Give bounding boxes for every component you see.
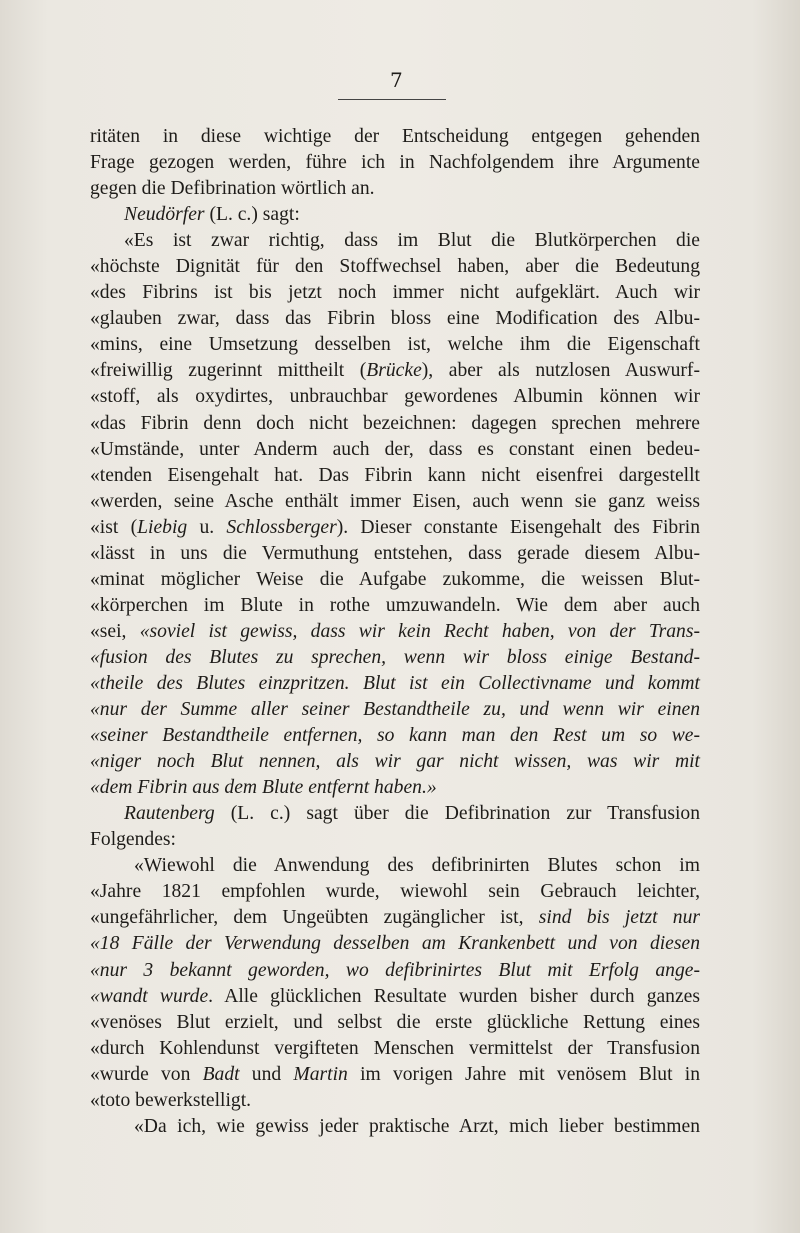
- text-segment: «ist (: [90, 516, 138, 538]
- italic-text: «theile des Blutes einzpritzen. Blut ist ein Collectivname und kommt: [90, 672, 700, 694]
- text-line: [90, 905, 700, 931]
- text-line: [90, 254, 700, 280]
- italic-text: «soviel ist gewiss, dass wir kein Recht haben, von der Trans-: [139, 620, 701, 642]
- text-segment: «glauben zwar, dass das Fibrin bloss eine Modification des Albu-: [90, 308, 700, 330]
- italic-text: «nur der Summe aller seiner Bestandtheile zu, und wenn wir einen: [90, 699, 700, 721]
- text-segment: im vorigen Jahre mit venösem Blut in: [347, 1063, 700, 1085]
- italic-text: «nur 3 bekannt geworden, wo defibrinirtes Blut mit Erfolg ange-: [90, 959, 700, 981]
- text-segment: «werden, seine Asche enthält immer Eisen, auch wenn sie ganz weiss: [90, 490, 700, 512]
- text-line: [90, 280, 700, 306]
- text-segment: «des Fibrins ist bis jetzt noch immer nicht aufgeklärt. Auch wir: [90, 282, 700, 304]
- text-line: [90, 593, 700, 619]
- text-line: [90, 931, 700, 957]
- text-segment: «lässt in uns die Vermuthung entstehen, dass gerade diesem Albu-: [90, 542, 700, 564]
- text-line: [90, 984, 700, 1010]
- text-segment: «toto bewerkstelligt.: [90, 1089, 252, 1111]
- text-line: [90, 384, 700, 410]
- text-line: [90, 645, 700, 671]
- text-line: [90, 150, 700, 176]
- text-segment: «tenden Eisengehalt hat. Das Fibrin kann nicht eisenfrei dargestellt: [90, 464, 700, 486]
- text-line: [90, 332, 700, 358]
- text-segment: «wurde von: [90, 1063, 203, 1085]
- text-line: [90, 958, 700, 984]
- italic-text: «seiner Bestandtheile entfernen, so kann man den Rest um so we-: [90, 725, 700, 747]
- text-line: [90, 697, 700, 723]
- text-line: [90, 853, 700, 879]
- text-segment: «höchste Dignität für den Stoffwechsel haben, aber die Bedeutung: [90, 256, 700, 278]
- italic-text: «wandt wurde: [90, 985, 209, 1007]
- italic-text: «dem Fibrin aus dem Blute entfernt haben.»: [90, 777, 437, 799]
- text-segment: (L. c.) sagt über die Defibrination zur Transfusion: [214, 803, 700, 825]
- text-segment: ritäten in diese wichtige der Entscheidung entgegen gehenden: [90, 126, 700, 147]
- italic-text: Schlossberger: [226, 516, 337, 538]
- italic-text: Badt: [202, 1063, 240, 1085]
- text-line: [90, 827, 700, 853]
- text-segment: «Umstände, unter Anderm auch der, dass es constant einen bedeu-: [90, 438, 700, 460]
- italic-text: «niger noch Blut nennen, als wir gar nicht wissen, was wir mit: [90, 751, 700, 773]
- text-segment: «Es ist zwar richtig, dass im Blut die Blutkörperchen die: [124, 230, 700, 252]
- text-segment: «sei,: [90, 620, 140, 642]
- text-segment: «venöses Blut erzielt, und selbst die erste glückliche Rettung eines: [90, 1011, 700, 1033]
- text-segment: «stoff, als oxydirtes, unbrauchbar gewordenes Albumin können wir: [90, 386, 700, 408]
- text-segment: (L. c.) sagt:: [204, 204, 300, 226]
- text-line: [90, 879, 700, 905]
- text-segment: gegen die Defibrination wörtlich an.: [90, 178, 375, 200]
- text-line: [90, 671, 700, 697]
- text-line: [90, 1114, 700, 1140]
- text-segment: «durch Kohlendunst vergifteten Menschen vermittelst der Transfusion: [90, 1037, 700, 1059]
- text-line: [90, 749, 700, 775]
- text-line: [90, 801, 700, 827]
- text-line: [90, 463, 700, 489]
- italic-text: Brücke: [366, 360, 422, 382]
- italic-text: «18 Fälle der Verwendung desselben am Krankenbett und von diesen: [90, 933, 700, 955]
- italic-text: Neudörfer: [124, 204, 205, 226]
- text-segment: «freiwillig zugerinnt mittheilt (: [90, 360, 367, 382]
- page-number: 7: [390, 68, 403, 92]
- italic-text: Liebig: [137, 516, 188, 538]
- text-segment: «Wiewohl die Anwendung des defibrinirten Blutes schon im: [134, 855, 700, 877]
- text-line: [90, 1010, 700, 1036]
- text-segment: ), aber als nutzlosen Auswurf-: [421, 360, 700, 382]
- italic-text: Rautenberg: [124, 803, 215, 825]
- header-rule: [338, 99, 446, 100]
- text-line: [90, 306, 700, 332]
- text-segment: «das Fibrin denn doch nicht bezeichnen: dagegen sprechen mehrere: [90, 412, 700, 434]
- text-line: [90, 1062, 700, 1088]
- text-line: [90, 124, 700, 150]
- text-line: [90, 541, 700, 567]
- text-segment: u.: [187, 516, 227, 538]
- text-segment: «körperchen im Blute in rothe umzuwandeln. Wie dem aber auch: [90, 594, 700, 616]
- text-segment: «Da ich, wie gewiss jeder praktische Arzt, mich lieber bestimmen: [134, 1115, 700, 1137]
- text-line: [90, 515, 700, 541]
- text-segment: Folgendes:: [90, 829, 176, 851]
- text-line: [90, 489, 700, 515]
- text-segment: Frage gezogen werden, führe ich in Nachfolgendem ihre Argumente: [90, 152, 700, 174]
- text-segment: «minat möglicher Weise die Aufgabe zukomme, die weissen Blut-: [90, 568, 700, 590]
- text-line: [90, 1088, 700, 1114]
- text-segment: «Jahre 1821 empfohlen wurde, wiewohl sein Gebrauch leichter,: [90, 881, 700, 903]
- italic-text: Martin: [293, 1063, 348, 1085]
- text-line: [90, 775, 700, 801]
- body-text: [90, 124, 700, 1140]
- text-line: [90, 228, 700, 254]
- text-line: [90, 437, 700, 463]
- text-segment: . Alle glücklichen Resultate wurden bisher durch ganzes: [208, 985, 701, 1007]
- italic-text: «fusion des Blutes zu sprechen, wenn wir bloss einige Bestand-: [90, 646, 700, 668]
- text-line: [90, 176, 700, 202]
- text-segment: und: [239, 1063, 294, 1085]
- text-line: [90, 1036, 700, 1062]
- text-line: [90, 619, 700, 645]
- text-segment: «mins, eine Umsetzung desselben ist, welche ihm die Eigenschaft: [90, 334, 700, 356]
- text-line: [90, 567, 700, 593]
- text-segment: ). Dieser constante Eisengehalt des Fibrin: [336, 516, 700, 538]
- text-line: [90, 358, 700, 384]
- text-line: [90, 723, 700, 749]
- italic-text: sind bis jetzt nur: [538, 907, 700, 929]
- text-line: [90, 202, 700, 228]
- text-line: [90, 411, 700, 437]
- text-segment: «ungefährlicher, dem Ungeübten zugänglicher ist,: [90, 907, 539, 929]
